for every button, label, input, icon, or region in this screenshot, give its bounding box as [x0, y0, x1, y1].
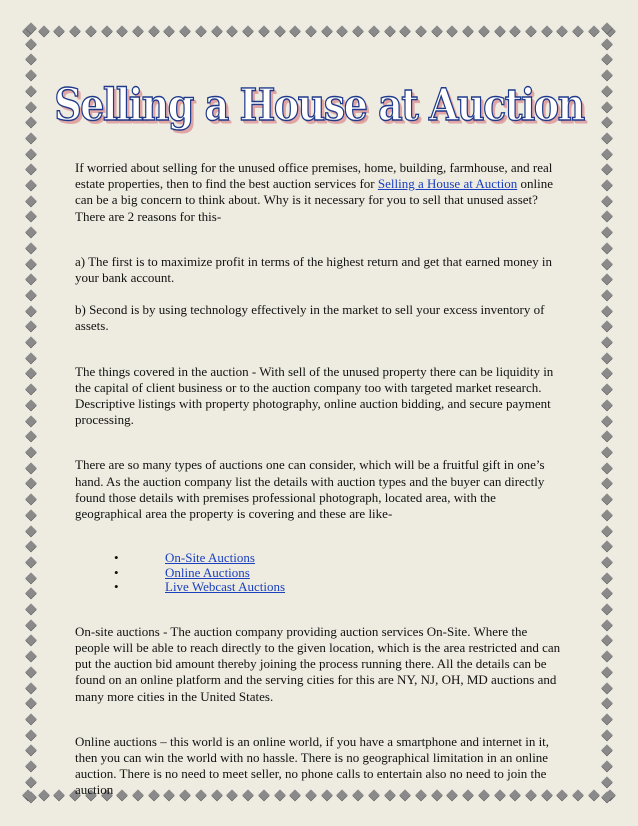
- onsite-auctions-paragraph: On-site auctions - The auction company providing auction services On-Site. Where the people will be able to reach directly to the given location, which is the area restricted and can put the auction bid amount thereby joining the process running there. All the details can be found on an online platform and the serving cities for this are NY, NJ, OH, MD auctions and many more cities in the United States.: [75, 623, 561, 704]
- border-diamond-icon: [601, 211, 612, 222]
- border-diamond-icon: [25, 462, 36, 473]
- border-diamond-icon: [25, 493, 36, 504]
- border-diamond-icon: [25, 38, 36, 49]
- border-diamond-icon: [601, 368, 612, 379]
- border-diamond-icon: [601, 760, 612, 771]
- border-diamond-icon: [227, 25, 238, 36]
- border-diamond-icon: [601, 305, 612, 316]
- border-diamond-icon: [25, 650, 36, 661]
- border-diamond-icon: [557, 25, 568, 36]
- border-diamond-icon: [38, 25, 49, 36]
- border-diamond-icon: [85, 25, 96, 36]
- border-diamond-icon: [25, 195, 36, 206]
- border-diamond-icon: [601, 321, 612, 332]
- list-item: [75, 566, 565, 581]
- border-diamond-icon: [601, 242, 612, 253]
- border-diamond-icon: [305, 25, 316, 36]
- border-diamond-icon: [601, 384, 612, 395]
- border-diamond-icon: [601, 54, 612, 65]
- border-diamond-icon: [601, 446, 612, 457]
- online-auctions-paragraph: Online auctions – this world is an online world, if you have a smartphone and internet in it, then you can win the world with no hassle. There is no geographical limitation in an online auction. There is no need to meet seller, no phone calls to entertain also no need to join the auction: [75, 733, 550, 798]
- border-diamond-icon: [25, 541, 36, 552]
- border-diamond-icon: [601, 38, 612, 49]
- page-border-left: [24, 24, 38, 802]
- document-body: [75, 160, 565, 799]
- border-diamond-icon: [25, 776, 36, 787]
- on-site-auctions-link[interactable]: On-Site Auctions: [165, 550, 255, 566]
- border-diamond-icon: [25, 635, 36, 646]
- border-diamond-icon: [601, 588, 612, 599]
- border-diamond-icon: [601, 179, 612, 190]
- border-diamond-icon: [601, 682, 612, 693]
- border-diamond-icon: [25, 713, 36, 724]
- border-diamond-icon: [25, 368, 36, 379]
- border-diamond-icon: [25, 258, 36, 269]
- border-diamond-icon: [25, 54, 36, 65]
- border-diamond-icon: [25, 572, 36, 583]
- border-diamond-icon: [541, 25, 552, 36]
- border-diamond-icon: [601, 745, 612, 756]
- border-diamond-icon: [164, 25, 175, 36]
- border-diamond-icon: [601, 729, 612, 740]
- border-diamond-icon: [25, 289, 36, 300]
- border-diamond-icon: [601, 415, 612, 426]
- auction-types-list: [75, 551, 565, 595]
- reason-a-paragraph: a) The first is to maximize profit in terms of the highest return and get that earned money in your bank account.: [75, 253, 553, 286]
- border-diamond-icon: [601, 792, 612, 803]
- border-diamond-icon: [601, 619, 612, 630]
- border-diamond-icon: [38, 789, 49, 800]
- border-diamond-icon: [25, 729, 36, 740]
- auction-types-intro-paragraph: There are so many types of auctions one can consider, which will be a fruitful gift in one’s hand. As the auction company list the details with auction types and the buyer can directly found those details with premises professional photograph, located area, with the geographical area the property is covering and these are like-: [75, 457, 545, 522]
- border-diamond-icon: [25, 336, 36, 347]
- border-diamond-icon: [211, 25, 222, 36]
- intro-paragraph: [75, 160, 565, 225]
- page-border-right: [600, 24, 614, 802]
- border-diamond-icon: [447, 25, 458, 36]
- border-diamond-icon: [601, 541, 612, 552]
- border-diamond-icon: [601, 713, 612, 724]
- border-diamond-icon: [337, 25, 348, 36]
- border-diamond-icon: [494, 25, 505, 36]
- border-diamond-icon: [25, 792, 36, 803]
- border-diamond-icon: [117, 25, 128, 36]
- border-diamond-icon: [601, 776, 612, 787]
- border-diamond-icon: [25, 352, 36, 363]
- border-diamond-icon: [25, 603, 36, 614]
- border-diamond-icon: [69, 25, 80, 36]
- border-diamond-icon: [132, 25, 143, 36]
- border-diamond-icon: [290, 25, 301, 36]
- page-title: Selling a House at Auction: [54, 78, 584, 131]
- border-diamond-icon: [601, 22, 612, 33]
- border-diamond-icon: [601, 195, 612, 206]
- border-diamond-icon: [25, 446, 36, 457]
- border-diamond-icon: [25, 431, 36, 442]
- bullet-icon: •: [114, 579, 119, 595]
- border-diamond-icon: [601, 289, 612, 300]
- border-diamond-icon: [601, 556, 612, 567]
- border-diamond-icon: [601, 148, 612, 159]
- border-diamond-icon: [601, 509, 612, 520]
- border-diamond-icon: [25, 274, 36, 285]
- border-diamond-icon: [25, 698, 36, 709]
- border-diamond-icon: [601, 258, 612, 269]
- border-diamond-icon: [180, 25, 191, 36]
- border-diamond-icon: [25, 164, 36, 175]
- border-diamond-icon: [601, 478, 612, 489]
- border-diamond-icon: [25, 509, 36, 520]
- border-diamond-icon: [352, 25, 363, 36]
- border-diamond-icon: [25, 666, 36, 677]
- border-diamond-icon: [25, 242, 36, 253]
- border-diamond-icon: [601, 462, 612, 473]
- intro-text-before-link: If worried about selling for the unused office premises, home, building, farmhouse, and real estate properties, then to find the best auction services for: [75, 160, 553, 192]
- things-covered-paragraph: The things covered in the auction - With sell of the unused property there can be liquidity in the capital of client business or to the auction company too with targeted market research. Descriptive listings with property photography, online auction bidding, and secure payment processing.: [75, 363, 554, 428]
- reason-b-paragraph: b) Second is by using technology effectively in the market to sell your excess inventory of assets.: [75, 302, 545, 334]
- border-diamond-icon: [25, 682, 36, 693]
- intro-text-after-link: online can be a big concern to think about. Why is it necessary for you to sell that unused asset? There are 2 reasons for this-: [75, 176, 553, 224]
- border-diamond-icon: [525, 25, 536, 36]
- border-diamond-icon: [25, 132, 36, 143]
- border-diamond-icon: [54, 789, 65, 800]
- border-diamond-icon: [601, 164, 612, 175]
- list-item: [75, 580, 565, 595]
- border-diamond-icon: [572, 789, 583, 800]
- border-diamond-icon: [601, 698, 612, 709]
- border-diamond-icon: [601, 666, 612, 677]
- border-diamond-icon: [25, 478, 36, 489]
- border-diamond-icon: [601, 132, 612, 143]
- border-diamond-icon: [25, 384, 36, 395]
- border-diamond-icon: [25, 321, 36, 332]
- border-diamond-icon: [478, 25, 489, 36]
- border-diamond-icon: [601, 635, 612, 646]
- border-diamond-icon: [25, 22, 36, 33]
- border-diamond-icon: [601, 399, 612, 410]
- border-diamond-icon: [384, 25, 395, 36]
- border-diamond-icon: [588, 25, 599, 36]
- border-diamond-icon: [25, 226, 36, 237]
- border-diamond-icon: [572, 25, 583, 36]
- border-diamond-icon: [195, 25, 206, 36]
- border-diamond-icon: [588, 789, 599, 800]
- border-diamond-icon: [601, 603, 612, 614]
- border-diamond-icon: [242, 25, 253, 36]
- border-diamond-icon: [25, 399, 36, 410]
- border-diamond-icon: [431, 25, 442, 36]
- border-diamond-icon: [601, 352, 612, 363]
- border-diamond-icon: [148, 25, 159, 36]
- online-auctions-link[interactable]: Online Auctions: [165, 564, 250, 580]
- border-diamond-icon: [258, 25, 269, 36]
- bullet-icon: •: [114, 550, 119, 566]
- border-diamond-icon: [601, 525, 612, 536]
- border-diamond-icon: [274, 25, 285, 36]
- border-diamond-icon: [25, 211, 36, 222]
- border-diamond-icon: [25, 745, 36, 756]
- border-diamond-icon: [462, 25, 473, 36]
- page-border-top: [24, 24, 614, 38]
- border-diamond-icon: [601, 431, 612, 442]
- border-diamond-icon: [601, 493, 612, 504]
- border-diamond-icon: [400, 25, 411, 36]
- border-diamond-icon: [25, 305, 36, 316]
- border-diamond-icon: [25, 619, 36, 630]
- title-wordart: [0, 78, 638, 131]
- border-diamond-icon: [601, 572, 612, 583]
- border-diamond-icon: [415, 25, 426, 36]
- border-diamond-icon: [101, 25, 112, 36]
- border-diamond-icon: [25, 69, 36, 80]
- border-diamond-icon: [25, 556, 36, 567]
- border-diamond-icon: [368, 25, 379, 36]
- border-diamond-icon: [54, 25, 65, 36]
- border-diamond-icon: [601, 226, 612, 237]
- border-diamond-icon: [25, 760, 36, 771]
- border-diamond-icon: [321, 25, 332, 36]
- border-diamond-icon: [25, 179, 36, 190]
- border-diamond-icon: [25, 415, 36, 426]
- bullet-icon: •: [114, 564, 119, 580]
- border-diamond-icon: [25, 525, 36, 536]
- border-diamond-icon: [25, 148, 36, 159]
- list-item: [75, 551, 565, 566]
- live-webcast-auctions-link[interactable]: Live Webcast Auctions: [165, 579, 286, 595]
- border-diamond-icon: [601, 336, 612, 347]
- border-diamond-icon: [601, 650, 612, 661]
- border-diamond-icon: [25, 588, 36, 599]
- selling-house-link[interactable]: Selling a House at Auction: [377, 176, 518, 192]
- border-diamond-icon: [510, 25, 521, 36]
- border-diamond-icon: [601, 274, 612, 285]
- border-diamond-icon: [601, 69, 612, 80]
